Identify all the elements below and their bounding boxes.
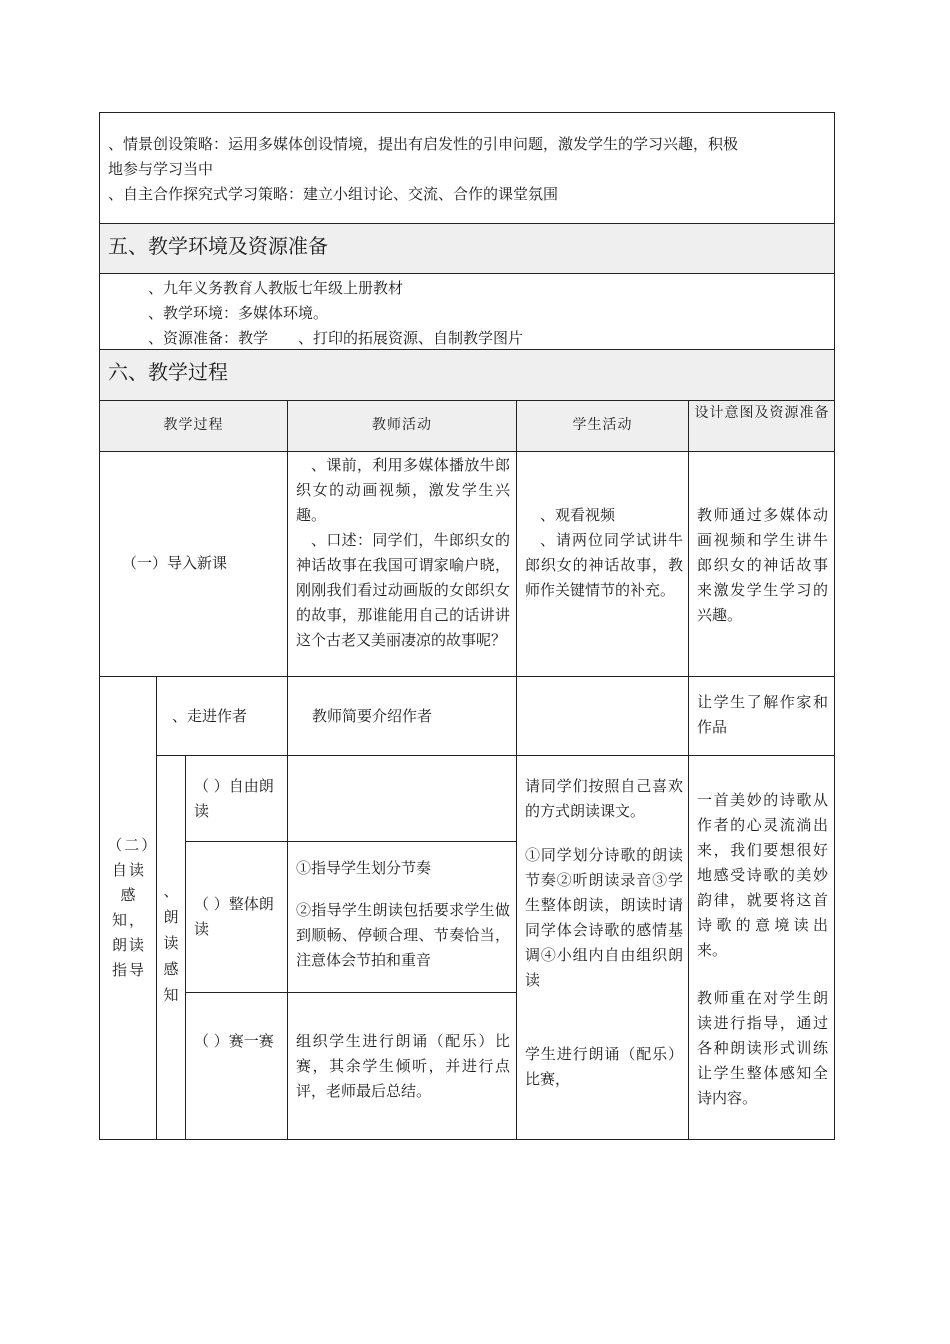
reading-intent-p1: 一首美妙的诗歌从作者的心灵流淌出来，我们要想很好地感受诗歌的美妙韵律，就要将这首诗歌的意境读出来。 — [697, 791, 828, 959]
contest-label: （ ）赛一赛 — [194, 1032, 274, 1050]
section5-title: 五、教学环境及资源准备 — [108, 234, 328, 258]
author-teacher: 教师简要介绍作者 — [312, 707, 433, 725]
contest-teacher: 组织学生进行朗诵（配乐）比赛，其余学生倾听，并进行点评，老师最后总结。 — [296, 1032, 510, 1100]
row1-teacher-p2: 、口述：同学们，牛郎织女的神话故事在我国可谓家喻户晓，刚刚我们看过动画版的女郎织女的故事，那谁能用自己的话讲讲这个古老又美丽凄凉的故事呢？ — [296, 531, 510, 649]
header-process: 教学过程 — [163, 417, 224, 433]
rule-col-intent — [688, 400, 689, 1140]
whole-teacher-p2: ②指导学生朗读包括要求学生做到顺畅、停顿合理、节奏恰当，注意体会节拍和重音 — [296, 901, 510, 969]
header-teacher: 教师活动 — [372, 417, 432, 433]
rule-col-student — [516, 400, 517, 1140]
strategy-line-1: 、情景创设策略：运用多媒体创设情境，提出有启发性的引申问题，激发学生的学习兴趣，积极 — [108, 135, 739, 153]
row1-stage: （一）导入新课 — [122, 554, 228, 572]
rule-section5-bottom — [99, 273, 835, 274]
row1-student-p2: 、请两位同学试讲牛郎织女的神话故事，教师作关键情节的补充。 — [525, 531, 683, 599]
row1-student — [525, 503, 683, 603]
reading-intent-p2: 教师重在对学生朗读进行指导，通过各种朗读形式训练让学生整体感知全诗内容。 — [697, 989, 828, 1107]
rule-row1-bottom — [99, 676, 835, 677]
row1-student-p1: 、观看视频 — [540, 506, 616, 524]
section5-line-1: 、九年义务教育人教版七年级上册教材 — [148, 279, 404, 297]
section5-body — [148, 276, 828, 351]
section6-title: 六、教学过程 — [108, 360, 228, 384]
section5-line-2: 、教学环境：多媒体环境。 — [148, 304, 329, 322]
rule-col-sub1 — [156, 676, 157, 1140]
whole-teacher — [296, 856, 510, 973]
rule-col-teacher — [287, 400, 288, 1140]
strategy-line-3: 、自主合作探究式学习策略：建立小组讨论、交流、合作的课堂氛围 — [108, 185, 559, 203]
section5-line-3: 、资源准备：教学 、打印的拓展资源、自制教学图片 — [148, 329, 524, 347]
rule-whole-bottom — [185, 992, 517, 993]
header-student: 学生活动 — [572, 417, 633, 433]
rule-free-bottom — [185, 841, 517, 842]
row2-stage: （二）自读感知，朗读指导 — [107, 836, 151, 979]
strategy-line-2: 地参与学习当中 — [108, 160, 214, 178]
reading-label: 、朗读感知 — [163, 882, 179, 1004]
author-label: 、走进作者 — [172, 707, 248, 725]
author-intent: 让学生了解作家和作品 — [697, 693, 828, 736]
free-label: （ ）自由朗读 — [194, 777, 274, 820]
contest-student: 学生进行朗诵（配乐）比赛， — [525, 1045, 683, 1088]
whole-student: ①同学划分诗歌的朗读节奏②听朗读录音③学生整体朗读，朗读时请同学体会诗歌的感情基调④小组内自由组织朗读 — [525, 846, 683, 989]
rule-table-bottom — [99, 1139, 835, 1140]
rule-col-sub2 — [185, 755, 186, 1140]
strategies-block — [108, 132, 830, 207]
rule-right — [834, 112, 835, 1140]
row1-intent: 教师通过多媒体动画视频和学生讲牛郎织女的神话故事来激发学生学习的兴趣。 — [697, 506, 828, 624]
row1-teacher — [296, 453, 510, 653]
rule-header-bottom — [99, 451, 835, 452]
header-intent: 设计意图及资源准备 — [694, 405, 830, 421]
rule-author-bottom — [156, 755, 835, 756]
rule-section5-top — [99, 223, 835, 224]
free-student: 请同学们按照自己喜欢的方式朗读课文。 — [525, 777, 683, 820]
whole-teacher-p1: ①指导学生划分节奏 — [296, 859, 432, 877]
reading-intent — [697, 788, 828, 1111]
row1-teacher-p1: 、课前，利用多媒体播放牛郎织女的动画视频，激发学生兴趣。 — [296, 456, 510, 524]
whole-label: （ ）整体朗读 — [194, 895, 274, 938]
rule-top — [99, 112, 835, 113]
rule-left — [99, 112, 100, 1140]
